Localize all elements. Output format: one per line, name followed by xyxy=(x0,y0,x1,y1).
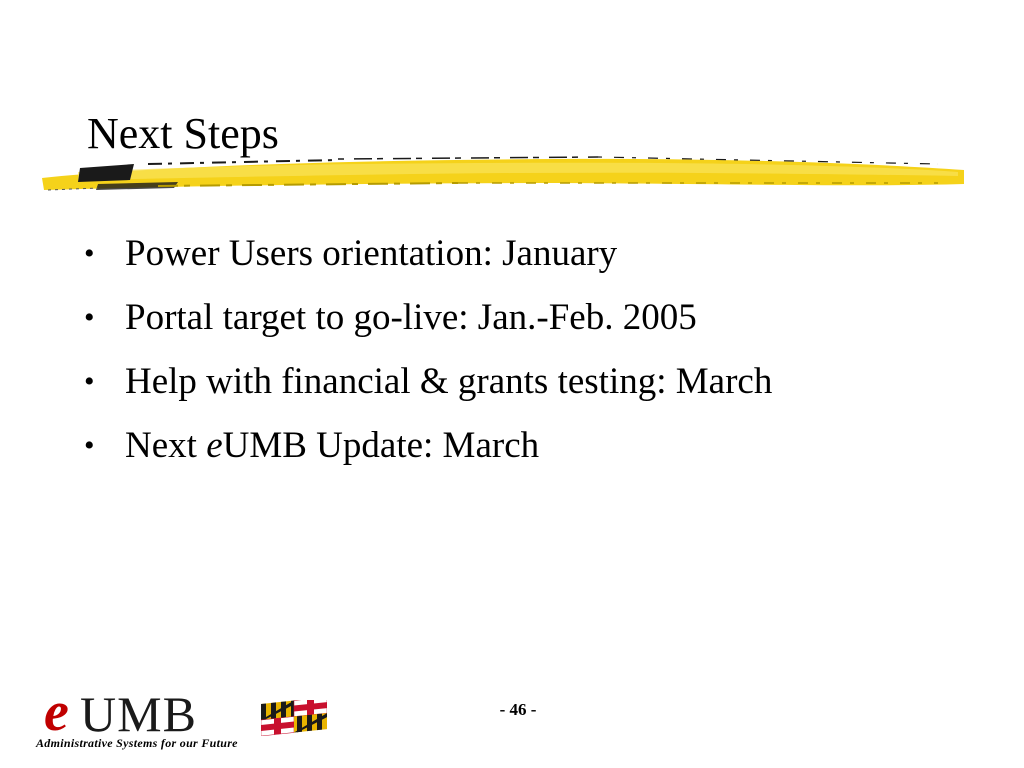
logo-umb: UMB xyxy=(80,686,197,742)
eumb-logo xyxy=(34,681,314,758)
bullet-marker: • xyxy=(84,429,95,462)
bullet-text-prefix: Next xyxy=(125,425,207,466)
bullet-text-suffix: UMB Update: March xyxy=(222,425,540,466)
bullet-marker: • xyxy=(84,365,95,398)
page-number: - 46 - xyxy=(499,700,537,719)
bullet-item xyxy=(84,296,772,339)
bullet-text: Portal target to go-live: Jan.-Feb. 2005 xyxy=(125,297,697,338)
maryland-flag-icon xyxy=(261,700,327,736)
bullet-item xyxy=(84,232,772,275)
bullet-item xyxy=(84,360,772,403)
bullet-text: Power Users orientation: January xyxy=(125,233,618,274)
logo-tagline: Administrative Systems for our Future xyxy=(36,736,238,750)
bullet-marker: • xyxy=(84,301,95,334)
bullet-list xyxy=(84,232,772,488)
bullet-text-italic-e: e xyxy=(206,425,223,466)
logo-e: e xyxy=(44,681,69,743)
title-underline-brushstroke xyxy=(38,150,968,196)
slide-title: Next Steps xyxy=(87,109,279,158)
bullet-text: Help with financial & grants testing: March xyxy=(125,361,773,402)
bullet-marker: • xyxy=(84,237,95,270)
bullet-item xyxy=(84,424,772,467)
